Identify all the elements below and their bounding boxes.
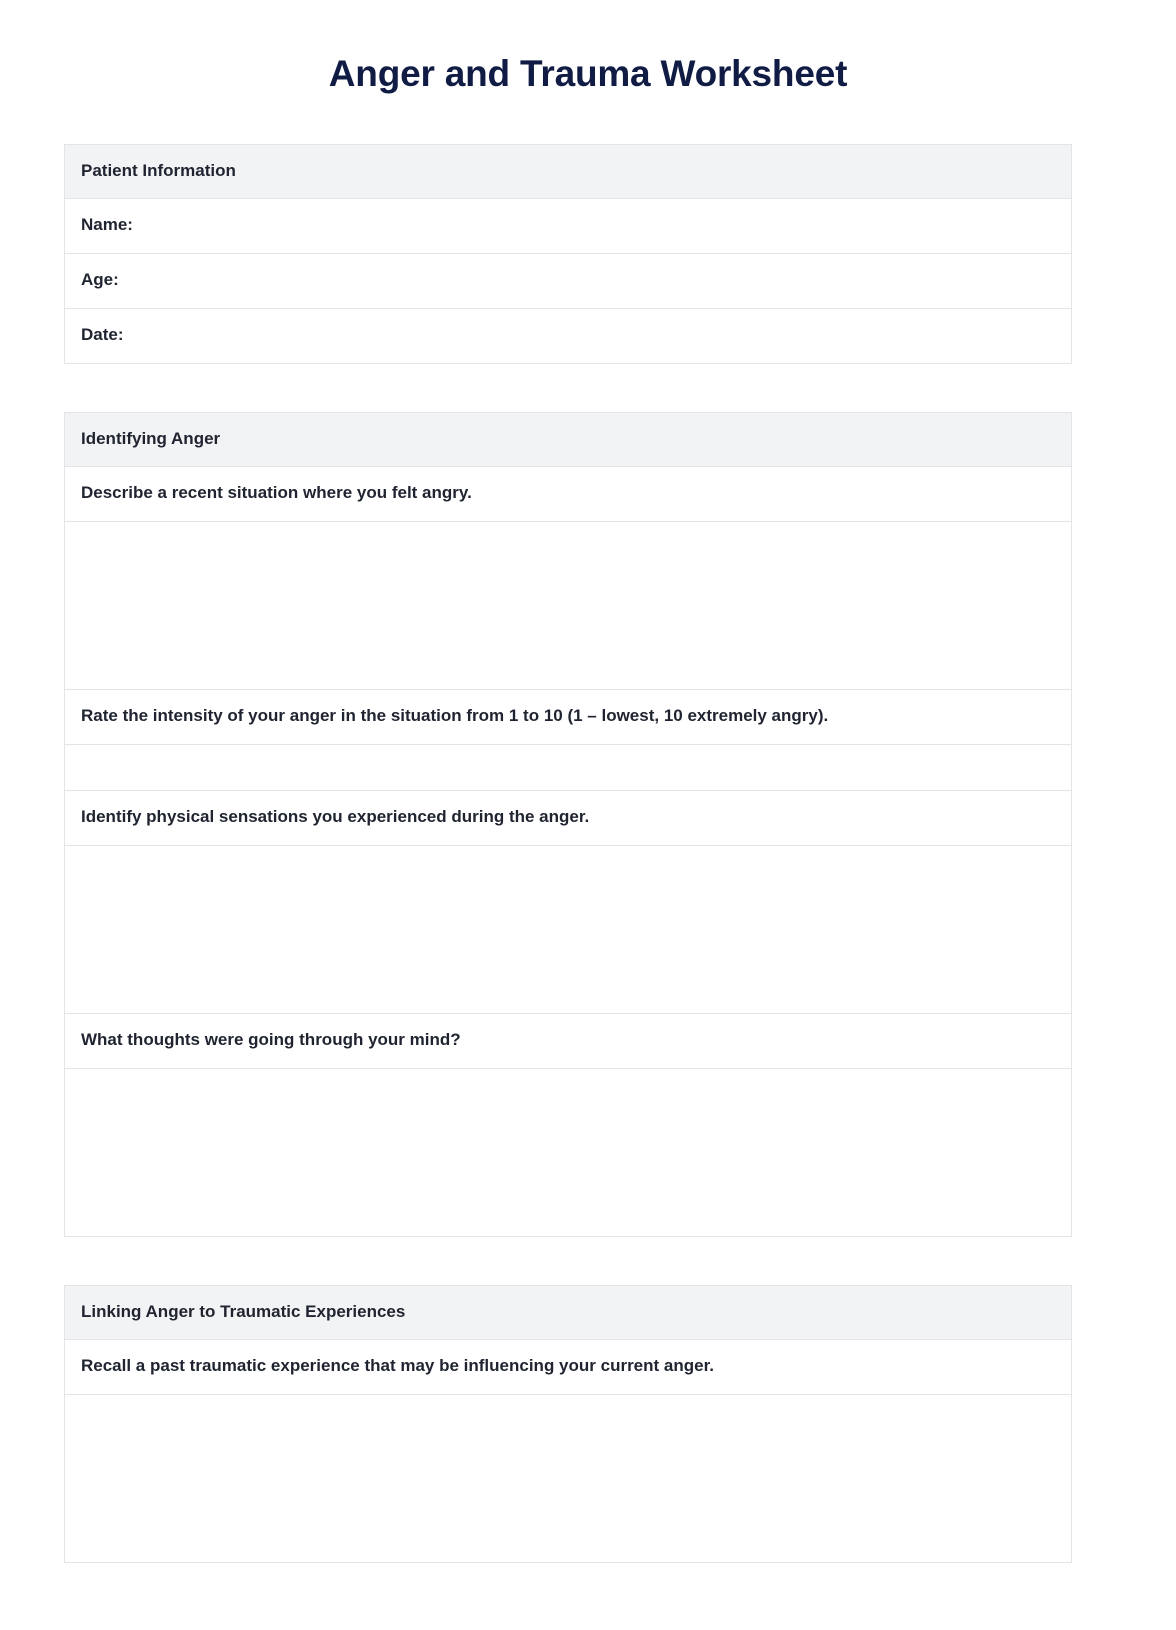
answer-row-rate-anger-intensity[interactable] (65, 745, 1071, 791)
section-header-identifying-anger: Identifying Anger (65, 413, 1071, 467)
answer-area-recall-past-traumatic-experience[interactable] (65, 1395, 1071, 1562)
answer-row-thoughts-through-mind[interactable] (65, 1069, 1071, 1237)
answer-area-describe-recent-situation[interactable] (65, 522, 1071, 689)
section-header-patient-information: Patient Information (65, 145, 1071, 199)
section-patient-information (64, 144, 1072, 364)
section-identifying-anger (64, 412, 1072, 1237)
question-physical-sensations: Identify physical sensations you experienced during the anger. (65, 791, 1071, 846)
question-rate-anger-intensity: Rate the intensity of your anger in the situation from 1 to 10 (1 – lowest, 10 extremely angry). (65, 690, 1071, 745)
answer-row-recall-past-traumatic-experience[interactable] (65, 1395, 1071, 1563)
answer-area-rate-anger-intensity[interactable] (65, 745, 1071, 790)
field-label-date: Date: (65, 309, 1071, 364)
question-thoughts-through-mind: What thoughts were going through your mind? (65, 1014, 1071, 1069)
answer-row-physical-sensations[interactable] (65, 846, 1071, 1014)
field-label-name: Name: (65, 199, 1071, 254)
section-header-linking-anger-to-traumatic-experiences: Linking Anger to Traumatic Experiences (65, 1286, 1071, 1340)
answer-area-physical-sensations[interactable] (65, 846, 1071, 1013)
section-linking-anger-to-traumatic-experiences (64, 1285, 1072, 1563)
question-describe-recent-situation: Describe a recent situation where you felt angry. (65, 467, 1071, 522)
question-recall-past-traumatic-experience: Recall a past traumatic experience that may be influencing your current anger. (65, 1340, 1071, 1395)
answer-area-thoughts-through-mind[interactable] (65, 1069, 1071, 1236)
field-label-age: Age: (65, 254, 1071, 309)
answer-row-describe-recent-situation[interactable] (65, 522, 1071, 690)
worksheet-content (0, 144, 1176, 1563)
page-title: Anger and Trauma Worksheet (328, 53, 848, 94)
